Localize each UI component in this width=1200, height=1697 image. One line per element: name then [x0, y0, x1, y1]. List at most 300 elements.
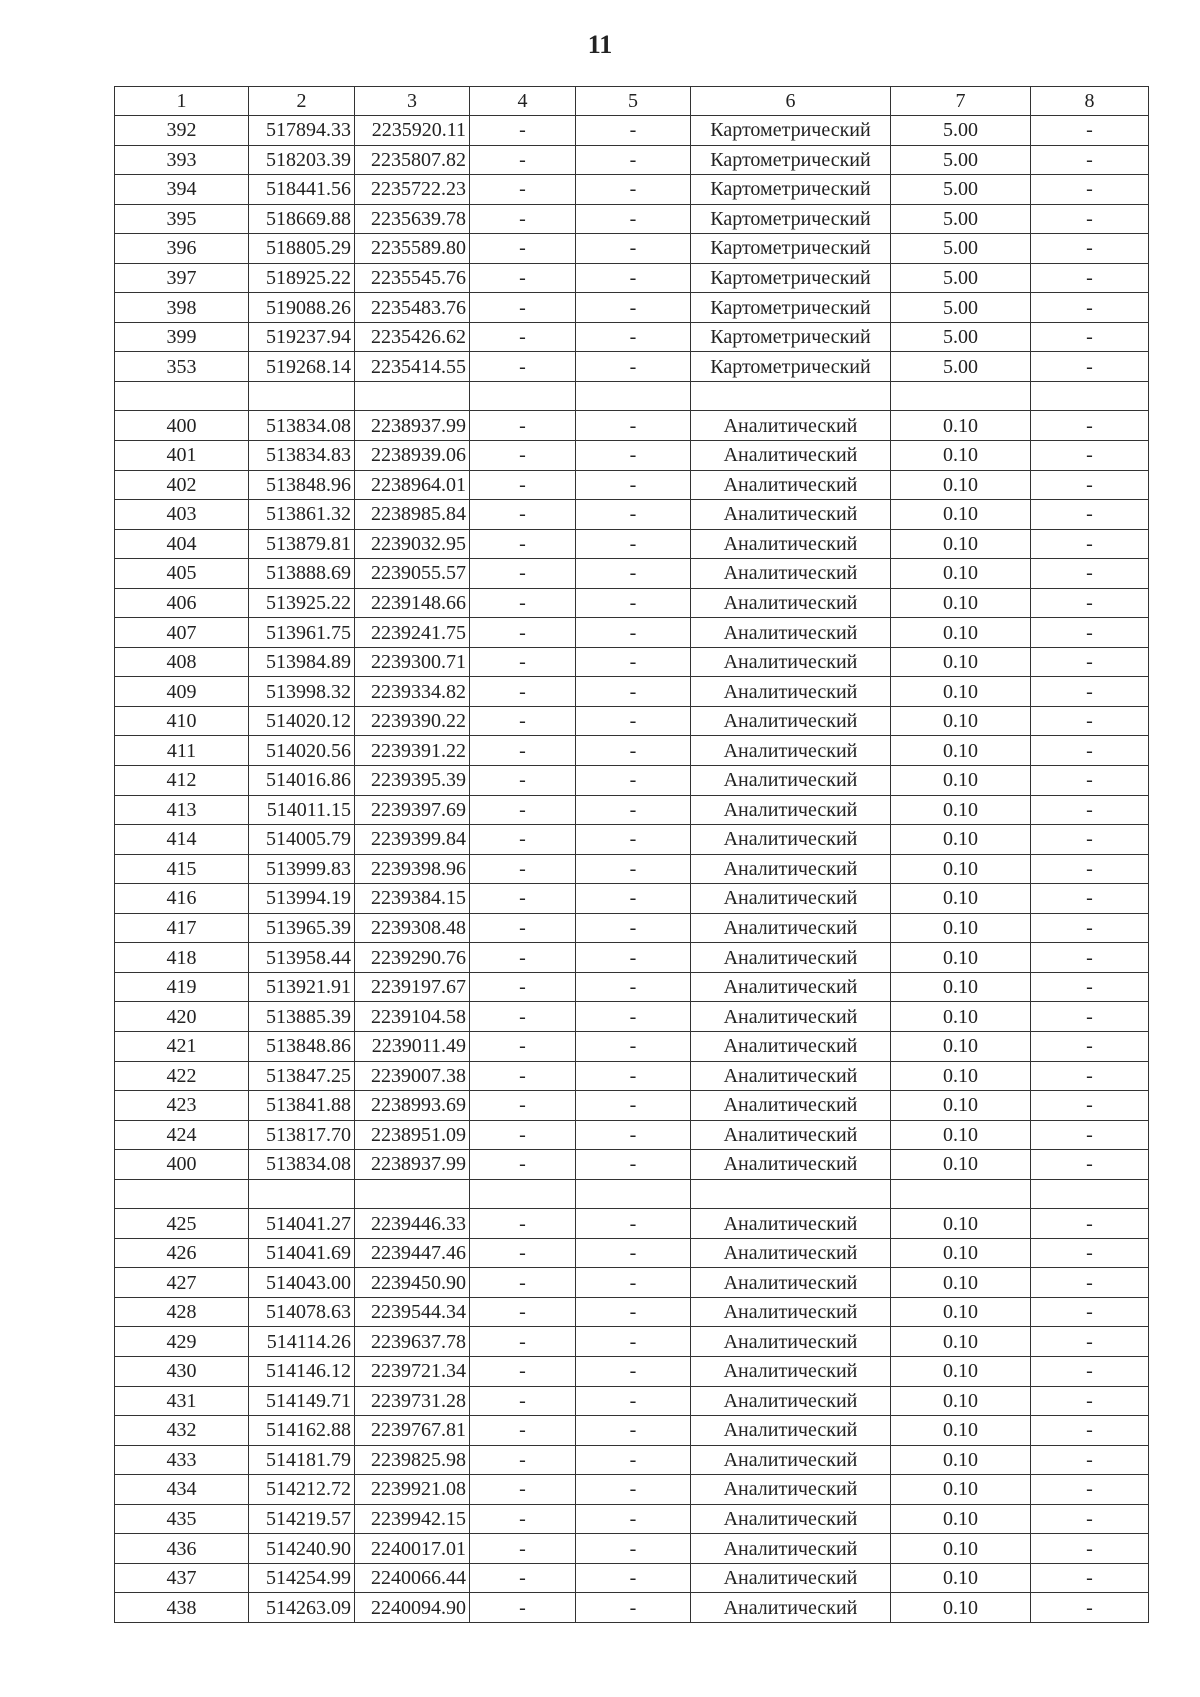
method-cell: Аналитический [691, 618, 891, 648]
column-5-cell: - [576, 293, 691, 323]
column-8-cell: - [1031, 293, 1149, 323]
column-5-cell: - [576, 1091, 691, 1121]
accuracy-cell: 0.10 [891, 1356, 1031, 1386]
point-number-cell: 429 [115, 1327, 249, 1357]
column-5-cell: - [576, 677, 691, 707]
method-cell: Картометрический [691, 293, 891, 323]
y-coordinate-cell: 2239197.67 [355, 972, 470, 1002]
table-row [115, 1209, 1149, 1239]
y-coordinate-cell: 2239544.34 [355, 1297, 470, 1327]
point-number-cell: 409 [115, 677, 249, 707]
accuracy-cell: 0.10 [891, 588, 1031, 618]
column-5-cell: - [576, 352, 691, 382]
column-4-cell: - [470, 293, 576, 323]
point-number-cell: 420 [115, 1002, 249, 1032]
table-row [115, 1327, 1149, 1357]
method-cell: Аналитический [691, 795, 891, 825]
point-number-cell: 435 [115, 1504, 249, 1534]
column-header: 5 [576, 87, 691, 116]
table-row [115, 263, 1149, 293]
y-coordinate-cell: 2235920.11 [355, 116, 470, 146]
column-8-cell: - [1031, 1209, 1149, 1239]
accuracy-cell: 0.10 [891, 529, 1031, 559]
y-coordinate-cell: 2235807.82 [355, 145, 470, 175]
point-number-cell: 414 [115, 825, 249, 855]
method-cell: Аналитический [691, 766, 891, 796]
table-row [115, 529, 1149, 559]
table-row [115, 1563, 1149, 1593]
column-5-cell [576, 381, 691, 411]
method-cell: Аналитический [691, 854, 891, 884]
method-cell: Аналитический [691, 1209, 891, 1239]
method-cell: Аналитический [691, 913, 891, 943]
column-4-cell: - [470, 1386, 576, 1416]
point-number-cell: 394 [115, 175, 249, 205]
y-coordinate-cell: 2239398.96 [355, 854, 470, 884]
y-coordinate-cell: 2239942.15 [355, 1504, 470, 1534]
method-cell: Картометрический [691, 116, 891, 146]
x-coordinate-cell: 514181.79 [249, 1445, 355, 1475]
x-coordinate-cell: 514240.90 [249, 1534, 355, 1564]
table-row [115, 322, 1149, 352]
column-8-cell: - [1031, 352, 1149, 382]
method-cell: Аналитический [691, 1297, 891, 1327]
column-4-cell: - [470, 470, 576, 500]
y-coordinate-cell: 2235545.76 [355, 263, 470, 293]
accuracy-cell: 0.10 [891, 411, 1031, 441]
method-cell: Аналитический [691, 1061, 891, 1091]
y-coordinate-cell: 2239055.57 [355, 559, 470, 589]
table-row [115, 943, 1149, 973]
column-4-cell: - [470, 736, 576, 766]
column-8-cell: - [1031, 529, 1149, 559]
point-number-cell: 400 [115, 411, 249, 441]
column-4-cell: - [470, 766, 576, 796]
y-coordinate-cell: 2239450.90 [355, 1268, 470, 1298]
column-8-cell: - [1031, 145, 1149, 175]
table-row [115, 1002, 1149, 1032]
column-4-cell: - [470, 175, 576, 205]
column-4-cell: - [470, 500, 576, 530]
column-8-cell: - [1031, 766, 1149, 796]
accuracy-cell: 0.10 [891, 1002, 1031, 1032]
method-cell: Аналитический [691, 1002, 891, 1032]
x-coordinate-cell: 513998.32 [249, 677, 355, 707]
column-8-cell: - [1031, 263, 1149, 293]
x-coordinate-cell: 513848.86 [249, 1031, 355, 1061]
accuracy-cell: 0.10 [891, 1209, 1031, 1239]
column-5-cell: - [576, 1002, 691, 1032]
accuracy-cell: 5.00 [891, 293, 1031, 323]
column-8-cell: - [1031, 1238, 1149, 1268]
method-cell: Аналитический [691, 529, 891, 559]
column-5-cell: - [576, 234, 691, 264]
accuracy-cell: 0.10 [891, 500, 1031, 530]
point-number-cell: 433 [115, 1445, 249, 1475]
column-4-cell: - [470, 1031, 576, 1061]
column-8-cell: - [1031, 1593, 1149, 1623]
column-4-cell: - [470, 1593, 576, 1623]
table-row [115, 559, 1149, 589]
table-row [115, 1416, 1149, 1446]
column-8-cell: - [1031, 470, 1149, 500]
y-coordinate-cell: 2240094.90 [355, 1593, 470, 1623]
point-number-cell: 397 [115, 263, 249, 293]
accuracy-cell: 0.10 [891, 1504, 1031, 1534]
accuracy-cell: 0.10 [891, 1150, 1031, 1180]
accuracy-cell: 0.10 [891, 1563, 1031, 1593]
column-4-cell: - [470, 1534, 576, 1564]
x-coordinate-cell: 514020.56 [249, 736, 355, 766]
y-coordinate-cell: 2238993.69 [355, 1091, 470, 1121]
column-8-cell: - [1031, 1061, 1149, 1091]
column-8-cell: - [1031, 588, 1149, 618]
column-4-cell: - [470, 116, 576, 146]
table-row [115, 1091, 1149, 1121]
method-cell: Аналитический [691, 559, 891, 589]
y-coordinate-cell: 2238939.06 [355, 441, 470, 471]
table-row [115, 706, 1149, 736]
column-4-cell: - [470, 1002, 576, 1032]
table-row [115, 1504, 1149, 1534]
column-5-cell: - [576, 588, 691, 618]
y-coordinate-cell: 2238937.99 [355, 1150, 470, 1180]
column-5-cell [576, 1179, 691, 1209]
accuracy-cell: 0.10 [891, 1031, 1031, 1061]
point-number-cell: 398 [115, 293, 249, 323]
coordinates-table [114, 86, 1149, 1623]
column-5-cell: - [576, 766, 691, 796]
y-coordinate-cell: 2240066.44 [355, 1563, 470, 1593]
y-coordinate-cell: 2239447.46 [355, 1238, 470, 1268]
column-5-cell: - [576, 1238, 691, 1268]
accuracy-cell: 5.00 [891, 204, 1031, 234]
column-8-cell: - [1031, 411, 1149, 441]
column-8-cell: - [1031, 972, 1149, 1002]
method-cell: Аналитический [691, 1120, 891, 1150]
x-coordinate-cell: 518925.22 [249, 263, 355, 293]
x-coordinate-cell: 514219.57 [249, 1504, 355, 1534]
y-coordinate-cell: 2238985.84 [355, 500, 470, 530]
column-4-cell: - [470, 825, 576, 855]
column-5-cell: - [576, 175, 691, 205]
table-row [115, 1031, 1149, 1061]
table-row [115, 618, 1149, 648]
point-number-cell: 438 [115, 1593, 249, 1623]
column-8-cell: - [1031, 1091, 1149, 1121]
y-coordinate-cell: 2238937.99 [355, 411, 470, 441]
method-cell: Картометрический [691, 175, 891, 205]
table-row [115, 1120, 1149, 1150]
column-5-cell: - [576, 1416, 691, 1446]
column-header: 2 [249, 87, 355, 116]
x-coordinate-cell: 514078.63 [249, 1297, 355, 1327]
x-coordinate-cell: 513817.70 [249, 1120, 355, 1150]
method-cell: Аналитический [691, 441, 891, 471]
point-number-cell: 416 [115, 884, 249, 914]
accuracy-cell: 5.00 [891, 322, 1031, 352]
column-header: 7 [891, 87, 1031, 116]
method-cell: Аналитический [691, 1238, 891, 1268]
column-4-cell: - [470, 1416, 576, 1446]
method-cell: Аналитический [691, 1031, 891, 1061]
y-coordinate-cell: 2239825.98 [355, 1445, 470, 1475]
x-coordinate-cell [249, 381, 355, 411]
accuracy-cell: 0.10 [891, 1386, 1031, 1416]
column-8-cell: - [1031, 175, 1149, 205]
point-number-cell: 406 [115, 588, 249, 618]
column-5-cell: - [576, 204, 691, 234]
y-coordinate-cell: 2239007.38 [355, 1061, 470, 1091]
table-row [115, 1593, 1149, 1623]
table-row [115, 1179, 1149, 1209]
column-8-cell: - [1031, 1002, 1149, 1032]
point-number-cell: 400 [115, 1150, 249, 1180]
table-row [115, 1061, 1149, 1091]
x-coordinate-cell: 518805.29 [249, 234, 355, 264]
column-5-cell: - [576, 1061, 691, 1091]
table-row [115, 854, 1149, 884]
x-coordinate-cell: 519088.26 [249, 293, 355, 323]
x-coordinate-cell: 514149.71 [249, 1386, 355, 1416]
column-4-cell: - [470, 972, 576, 1002]
x-coordinate-cell: 514162.88 [249, 1416, 355, 1446]
x-coordinate-cell: 519268.14 [249, 352, 355, 382]
x-coordinate-cell: 517894.33 [249, 116, 355, 146]
y-coordinate-cell: 2238951.09 [355, 1120, 470, 1150]
x-coordinate-cell: 513834.08 [249, 1150, 355, 1180]
column-header: 3 [355, 87, 470, 116]
method-cell: Картометрический [691, 322, 891, 352]
column-4-cell: - [470, 854, 576, 884]
point-number-cell: 426 [115, 1238, 249, 1268]
method-cell: Аналитический [691, 1563, 891, 1593]
column-8-cell: - [1031, 559, 1149, 589]
y-coordinate-cell: 2235426.62 [355, 322, 470, 352]
column-4-cell: - [470, 441, 576, 471]
accuracy-cell: 0.10 [891, 825, 1031, 855]
accuracy-cell: 0.10 [891, 766, 1031, 796]
column-5-cell: - [576, 411, 691, 441]
point-number-cell: 417 [115, 913, 249, 943]
column-4-cell: - [470, 943, 576, 973]
x-coordinate-cell: 513961.75 [249, 618, 355, 648]
y-coordinate-cell: 2235483.76 [355, 293, 470, 323]
column-4-cell: - [470, 1061, 576, 1091]
table-row [115, 677, 1149, 707]
column-4-cell: - [470, 322, 576, 352]
accuracy-cell: 0.10 [891, 647, 1031, 677]
column-8-cell: - [1031, 1031, 1149, 1061]
y-coordinate-cell: 2238964.01 [355, 470, 470, 500]
table-row [115, 500, 1149, 530]
point-number-cell: 412 [115, 766, 249, 796]
accuracy-cell: 5.00 [891, 145, 1031, 175]
accuracy-cell: 5.00 [891, 234, 1031, 264]
column-8-cell: - [1031, 1356, 1149, 1386]
point-number-cell: 437 [115, 1563, 249, 1593]
method-cell: Аналитический [691, 500, 891, 530]
column-4-cell: - [470, 234, 576, 264]
table-row [115, 1386, 1149, 1416]
method-cell: Аналитический [691, 470, 891, 500]
x-coordinate-cell: 513958.44 [249, 943, 355, 973]
column-4-cell: - [470, 204, 576, 234]
column-5-cell: - [576, 795, 691, 825]
column-4-cell: - [470, 913, 576, 943]
column-5-cell: - [576, 1534, 691, 1564]
x-coordinate-cell: 513925.22 [249, 588, 355, 618]
point-number-cell: 399 [115, 322, 249, 352]
table-row [115, 1268, 1149, 1298]
method-cell: Аналитический [691, 736, 891, 766]
column-5-cell: - [576, 116, 691, 146]
x-coordinate-cell: 518669.88 [249, 204, 355, 234]
table-row [115, 588, 1149, 618]
x-coordinate-cell: 514254.99 [249, 1563, 355, 1593]
y-coordinate-cell: 2239637.78 [355, 1327, 470, 1357]
method-cell: Аналитический [691, 1534, 891, 1564]
table-row [115, 116, 1149, 146]
column-5-cell: - [576, 943, 691, 973]
x-coordinate-cell: 513885.39 [249, 1002, 355, 1032]
column-8-cell: - [1031, 1386, 1149, 1416]
x-coordinate-cell: 514041.27 [249, 1209, 355, 1239]
y-coordinate-cell: 2235589.80 [355, 234, 470, 264]
accuracy-cell: 0.10 [891, 706, 1031, 736]
column-5-cell: - [576, 1445, 691, 1475]
accuracy-cell: 0.10 [891, 1061, 1031, 1091]
column-8-cell: - [1031, 441, 1149, 471]
column-5-cell: - [576, 1327, 691, 1357]
column-5-cell: - [576, 1120, 691, 1150]
column-4-cell: - [470, 677, 576, 707]
table-row [115, 175, 1149, 205]
column-5-cell: - [576, 441, 691, 471]
accuracy-cell [891, 381, 1031, 411]
method-cell: Картометрический [691, 263, 891, 293]
y-coordinate-cell: 2239241.75 [355, 618, 470, 648]
column-5-cell: - [576, 1386, 691, 1416]
column-4-cell: - [470, 1563, 576, 1593]
table-row [115, 736, 1149, 766]
table-row [115, 470, 1149, 500]
table-row [115, 204, 1149, 234]
y-coordinate-cell: 2239391.22 [355, 736, 470, 766]
accuracy-cell: 0.10 [891, 884, 1031, 914]
column-5-cell: - [576, 618, 691, 648]
method-cell: Аналитический [691, 943, 891, 973]
column-8-cell: - [1031, 116, 1149, 146]
table-row [115, 1150, 1149, 1180]
table-row [115, 795, 1149, 825]
accuracy-cell: 0.10 [891, 441, 1031, 471]
x-coordinate-cell: 518441.56 [249, 175, 355, 205]
column-4-cell [470, 381, 576, 411]
point-number-cell: 432 [115, 1416, 249, 1446]
accuracy-cell: 5.00 [891, 352, 1031, 382]
point-number-cell: 402 [115, 470, 249, 500]
column-4-cell: - [470, 1150, 576, 1180]
point-number-cell: 427 [115, 1268, 249, 1298]
column-8-cell: - [1031, 500, 1149, 530]
column-header: 6 [691, 87, 891, 116]
column-8-cell: - [1031, 647, 1149, 677]
y-coordinate-cell: 2239397.69 [355, 795, 470, 825]
column-4-cell [470, 1179, 576, 1209]
y-coordinate-cell: 2239446.33 [355, 1209, 470, 1239]
column-4-cell: - [470, 559, 576, 589]
accuracy-cell: 0.10 [891, 913, 1031, 943]
column-4-cell: - [470, 1327, 576, 1357]
method-cell: Аналитический [691, 677, 891, 707]
column-8-cell: - [1031, 1120, 1149, 1150]
column-header: 1 [115, 87, 249, 116]
y-coordinate-cell: 2239334.82 [355, 677, 470, 707]
accuracy-cell: 0.10 [891, 1416, 1031, 1446]
column-4-cell: - [470, 618, 576, 648]
column-4-cell: - [470, 1504, 576, 1534]
table-row [115, 825, 1149, 855]
column-4-cell: - [470, 1475, 576, 1505]
point-number-cell: 408 [115, 647, 249, 677]
table-row [115, 913, 1149, 943]
point-number-cell: 431 [115, 1386, 249, 1416]
column-5-cell: - [576, 736, 691, 766]
method-cell: Аналитический [691, 647, 891, 677]
accuracy-cell: 0.10 [891, 677, 1031, 707]
point-number-cell: 428 [115, 1297, 249, 1327]
column-4-cell: - [470, 352, 576, 382]
x-coordinate-cell: 513861.32 [249, 500, 355, 530]
column-5-cell: - [576, 529, 691, 559]
point-number-cell: 401 [115, 441, 249, 471]
accuracy-cell: 0.10 [891, 854, 1031, 884]
point-number-cell: 353 [115, 352, 249, 382]
table-row [115, 1238, 1149, 1268]
y-coordinate-cell: 2240017.01 [355, 1534, 470, 1564]
point-number-cell: 419 [115, 972, 249, 1002]
method-cell: Аналитический [691, 884, 891, 914]
x-coordinate-cell: 513834.83 [249, 441, 355, 471]
point-number-cell: 423 [115, 1091, 249, 1121]
column-8-cell: - [1031, 234, 1149, 264]
column-8-cell: - [1031, 913, 1149, 943]
column-8-cell: - [1031, 854, 1149, 884]
column-4-cell: - [470, 1356, 576, 1386]
column-5-cell: - [576, 1356, 691, 1386]
column-5-cell: - [576, 647, 691, 677]
table-row [115, 1534, 1149, 1564]
column-4-cell: - [470, 1091, 576, 1121]
accuracy-cell: 0.10 [891, 618, 1031, 648]
point-number-cell: 421 [115, 1031, 249, 1061]
point-number-cell: 415 [115, 854, 249, 884]
method-cell: Аналитический [691, 1475, 891, 1505]
method-cell [691, 381, 891, 411]
column-5-cell: - [576, 1504, 691, 1534]
x-coordinate-cell: 513834.08 [249, 411, 355, 441]
table-row [115, 411, 1149, 441]
y-coordinate-cell: 2239148.66 [355, 588, 470, 618]
x-coordinate-cell: 513847.25 [249, 1061, 355, 1091]
x-coordinate-cell: 513841.88 [249, 1091, 355, 1121]
column-4-cell: - [470, 1120, 576, 1150]
y-coordinate-cell: 2239290.76 [355, 943, 470, 973]
point-number-cell: 436 [115, 1534, 249, 1564]
column-8-cell: - [1031, 706, 1149, 736]
column-4-cell: - [470, 1268, 576, 1298]
